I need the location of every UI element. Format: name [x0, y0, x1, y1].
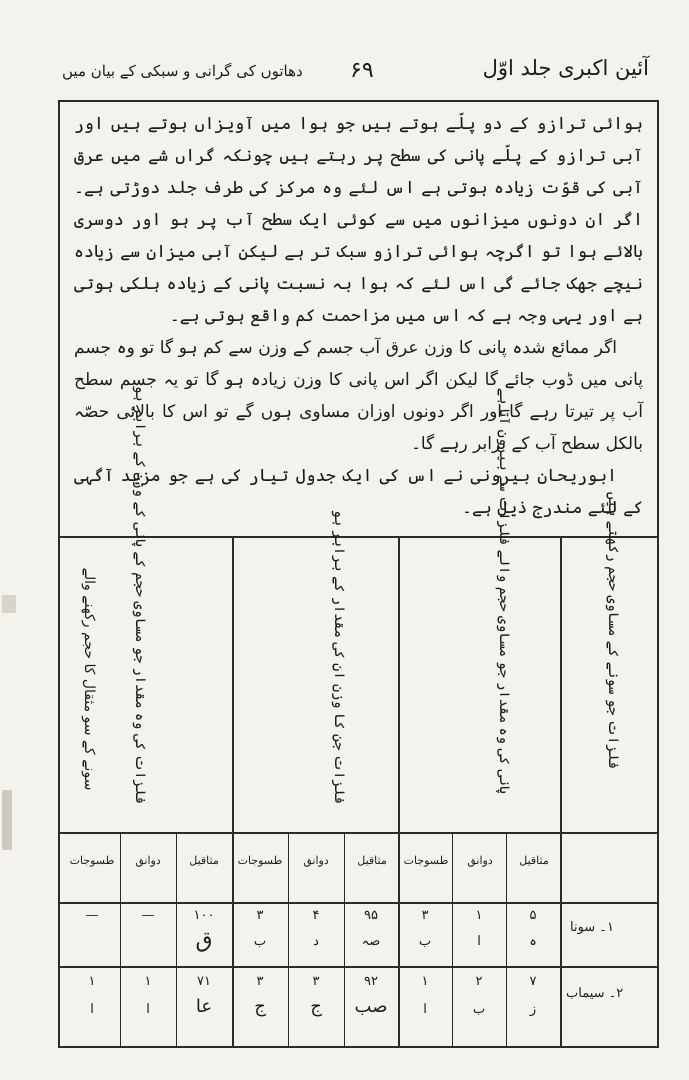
table-cell: ۱۰۰ [193, 908, 215, 923]
group-header: فلزات جو سونے کے مساوی حجم رکھتے ہیں [605, 491, 621, 769]
page-frame [58, 100, 659, 1048]
abjad-cell: صہ [361, 934, 381, 949]
table-cell: ۴ [312, 908, 320, 923]
header-row-rule [60, 832, 657, 834]
abjad-cell: ا [477, 934, 481, 949]
paragraph-2: اگر ممائع شدہ پانی کا وزن عرق آب جسم کے وزن سے کم ہو گا تو وہ جسم پانی میں ڈوب جائے گا لیکن اگر اس پانی کا وزن زیادہ ہو گا تو یہ جسم سطح آب پر تیرتا رہے گا اور اگر دونوں اوزان مساوی ہوں گے تو اس کا بالائی حصّہ بالکل سطح آب کے برابر رہے گا۔ [74, 338, 643, 454]
abjad-cell: ج [254, 996, 266, 1017]
page-number: ۶۹ [350, 58, 374, 83]
column-header: طسوجات [403, 854, 449, 867]
section-title: دھاتوں کی گرانی و سبکی کے بیان میں [62, 62, 303, 80]
row-label-mercury: ۲۔ سیماب [566, 986, 624, 1001]
column-header: مثاقیل [357, 854, 387, 867]
abjad-cell: ا [423, 1002, 427, 1017]
row-rule-1 [60, 966, 657, 968]
abjad-cell: ج [310, 996, 322, 1017]
abjad-cell: ب [253, 934, 267, 949]
column-header: دوانق [467, 854, 493, 867]
group-header: فلزات کی وہ مقدار جو مساوی حجم کے پانی کے وزن کے برابر ہو [132, 385, 148, 804]
paragraph-1: ہوائی ترازو کے دو پلّے ہوتے ہیں جو ہوا میں آویزاں ہوتے ہیں اور آبی ترازو کے پلّے پانی کی سطح پر رہتے ہیں چونکہ گراں شے میں عرق آبی کی قوّت زیادہ ہوتی ہے اس لئے وہ مرکز کی طرف جلد دوڑتی ہے۔ اگر ان دونوں میزانوں میں سے کوئی ایک سطح آب پر ہو اور دوسری بالائے ہوا تو اگرچہ ہوائی ترازو سبک تر ہے لیکن آبی میزان سے زیادہ نیچے جھک جائے گی اس لئے کہ ہوا بہ نسبت پانی کے زیادہ ہلکی ہوتی ہے اور یہی وجہ ہے کہ اس میں مزاحمت کم واقع ہوتی ہے۔ [74, 114, 643, 326]
table-cell: — [141, 908, 155, 923]
column-header: طسوجات [237, 854, 283, 867]
abjad-cell: د [313, 934, 319, 949]
group-header: فلزات جن کا وزن ان کی مقدار کے برابر ہو [331, 509, 347, 804]
table-cell: ۱ [421, 974, 429, 989]
abjad-cell: عا [195, 996, 213, 1017]
table-cell: ۹۲ [364, 974, 378, 989]
group-header: پانی کی وہ مقدار جو مساوی حجم والے فلزات سے بیرون آتا ہے [496, 387, 512, 794]
column-header: مثاقیل [189, 854, 219, 867]
row-label-gold: ۱۔ سونا [570, 920, 614, 935]
group-divider-2 [232, 538, 234, 1046]
label-column-divider [560, 538, 562, 1046]
column-header: مثاقیل [519, 854, 549, 867]
abjad-cell: ب [418, 934, 432, 949]
table-cell: ۳ [421, 908, 429, 923]
abjad-cell: صب [354, 996, 388, 1017]
table-cell: ۱ [144, 974, 152, 989]
abjad-cell: ا [146, 1002, 150, 1017]
column-header: دوانق [135, 854, 161, 867]
abjad-cell: ق [195, 928, 213, 953]
table-cell: ۷۱ [197, 974, 211, 989]
paragraph-3: ابوریحان بیرونی نے اس کی ایک جدول تیار کی ہے جو مزید آگہی کے لئے مندرج ذیل ہے۔ [74, 466, 643, 518]
book-title: آئین اکبری جلد اوّل [482, 56, 649, 80]
abjad-cell: ب [472, 1002, 486, 1017]
table-cell: ۷ [529, 974, 537, 989]
table-cell: ۳ [256, 974, 264, 989]
table-cell: ۱ [475, 908, 483, 923]
column-header: طسوجات [69, 854, 115, 867]
abjad-cell: ز [529, 1002, 537, 1017]
scan-edge-mark [2, 595, 16, 613]
table-cell: ۱ [88, 974, 96, 989]
column-header-rule [60, 902, 657, 904]
group-divider-1 [398, 538, 400, 1046]
body-text [60, 108, 657, 524]
abjad-cell: ا [90, 1002, 94, 1017]
table-cell: — [85, 908, 99, 923]
table-cell: ۹۵ [364, 908, 378, 923]
table-cell: ۵ [529, 908, 537, 923]
table-cell: ۳ [312, 974, 320, 989]
group-header: سونے کے سو مثقال کا حجم رکھنے والے [81, 567, 97, 791]
table-top-rule [60, 536, 657, 538]
scan-edge-mark [2, 790, 12, 850]
table-cell: ۲ [475, 974, 483, 989]
abjad-cell: ہ [529, 934, 537, 949]
table-cell: ۳ [256, 908, 264, 923]
column-header: دوانق [303, 854, 329, 867]
page-header [40, 52, 649, 86]
